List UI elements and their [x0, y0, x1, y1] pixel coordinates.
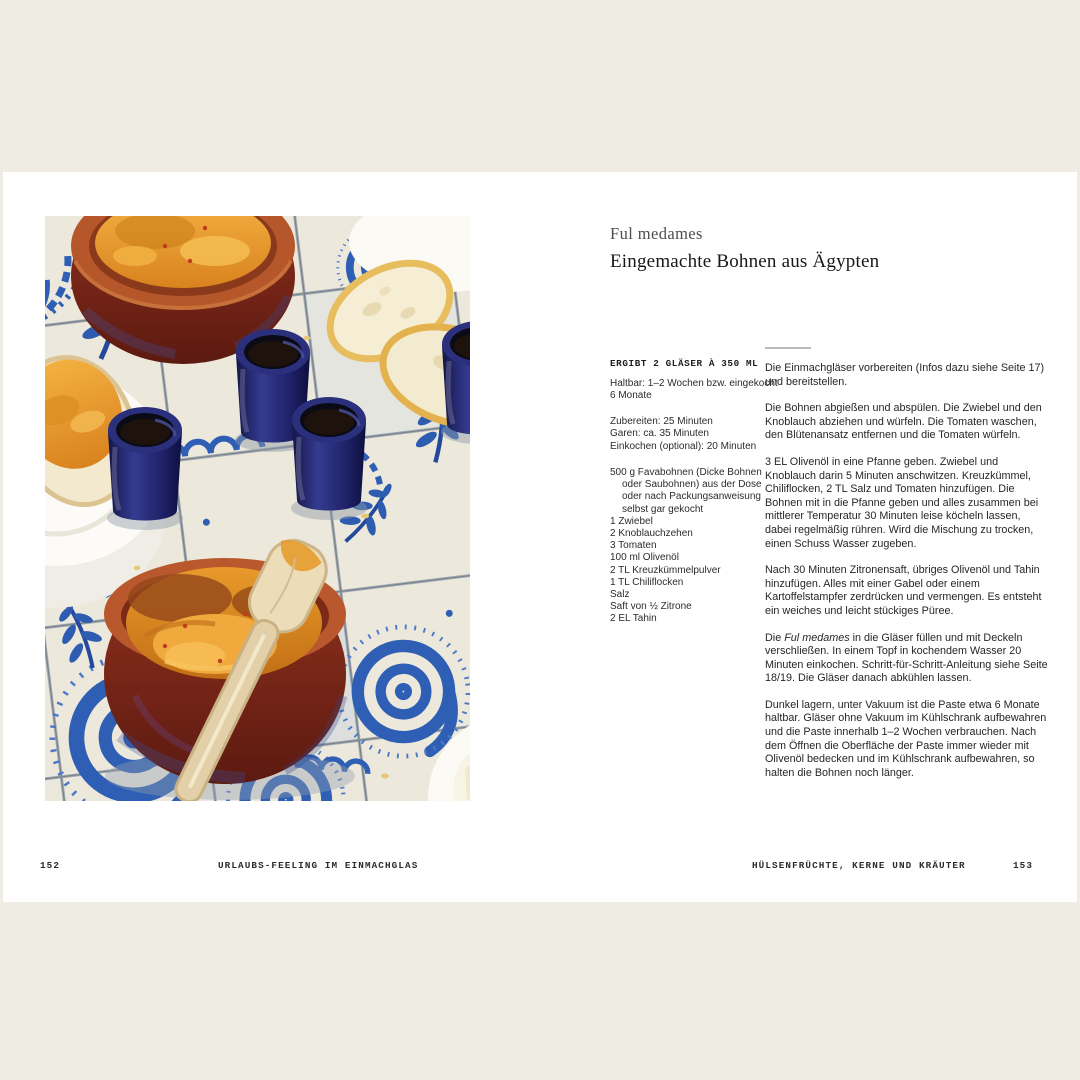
recipe-photo — [45, 216, 470, 801]
ingredient-list — [610, 467, 782, 626]
book-pages — [3, 172, 1077, 902]
right-running-head: HÜLSENFRÜCHTE, KERNE UND KRÄUTER — [752, 860, 966, 871]
recipe-meta-column — [610, 358, 782, 626]
ingredient-item: 1 Zwiebel — [610, 515, 653, 527]
espresso-cup — [291, 397, 367, 520]
canning-time: Einkochen (optional): 20 Minuten — [610, 440, 757, 452]
left-running-head: URLAUBS-FEELING IM EINMACHGLAS — [218, 860, 419, 871]
section-rule — [765, 347, 811, 349]
recipe-name-italic: Ful medames — [784, 631, 850, 644]
ingredient-item: 3 Tomaten — [610, 540, 657, 552]
espresso-cup — [107, 407, 183, 530]
left-page-number: 152 — [40, 860, 61, 871]
cook-time: Garen: ca. 35 Minuten — [610, 428, 709, 439]
instruction-step: Nach 30 Minuten Zitronensaft, übriges Olivenöl und Tahin hinzufügen. Alles mit einer Gabel oder einem Kartoffelstampfer zerdrücken und vermengen. Es entsteht ein weiches und leicht stückiges Püree. — [765, 564, 1042, 617]
ingredient-item: Saft von ½ Zitrone — [610, 601, 692, 613]
yield-line: ERGIBT 2 GLÄSER À 350 ML — [610, 358, 759, 369]
instructions-column — [765, 362, 1048, 793]
step-text: in die Gläser füllen und mit Deckeln verschließen. In einem Topf in kochendem Wasser 20 Minuten einkochen. Schritt-für-Schritt-Anleitung siehe Seite 18/19. Die Gläser danach abkühlen lassen. — [765, 631, 1048, 685]
recipe-kicker: Ful medames — [610, 224, 703, 243]
ingredient-item: 1 TL Chiliflocken — [610, 576, 684, 588]
instruction-step: Dunkel lagern, unter Vakuum ist die Paste etwa 6 Monate haltbar. Gläser ohne Vakuum im Kühlschrank aufbewahren und die Paste innerhalb 1–2 Wochen verbrauchen. Nach dem Öffnen die Oberfläche der Paste immer wieder mit Olivenöl bedecken und im Kühlschrank aufbewahren, so halten die Bohnen noch länger. — [765, 698, 1047, 779]
right-page-number: 153 — [1013, 860, 1034, 871]
ingredient-item: 2 EL Tahin — [610, 613, 657, 625]
ingredient-item: 2 TL Kreuzkümmelpulver — [610, 564, 721, 576]
ingredient-item: 2 Knoblauchzehen — [610, 528, 693, 540]
prep-time: Zubereiten: 25 Minuten — [610, 415, 713, 427]
shelf-life: Haltbar: 1–2 Wochen bzw. eingekocht 6 Monate — [610, 377, 778, 401]
ingredient-item: 500 g Favabohnen (Dicke Bohnen oder Saubohnen) aus der Dose oder nach Packungsanweisung selbst gar gekocht — [610, 467, 762, 515]
instruction-step: 3 EL Olivenöl in eine Pfanne geben. Zwiebel und Knoblauch darin 5 Minuten anschwitzen. Kreuzkümmel, Chiliflocken, 2 TL Salz und Tomaten hinzufügen. Die Bohnen mit in die Pfanne geben und alles zusammen bei mittlerer Temperatur 30 Minuten leise köcheln lassen, dabei regelmäßig rühren. Wird die Mischung zu trocken, einen Schuss Wasser zugeben. — [765, 455, 1039, 550]
ingredient-item: 100 ml Olivenöl — [610, 552, 679, 564]
instruction-step — [765, 632, 1048, 686]
instruction-step: Die Bohnen abgießen und abspülen. Die Zwiebel und den Knoblauch abziehen und würfeln. Die Tomaten waschen, den Blütenansatz entfernen und die Tomaten würfeln. — [765, 402, 1042, 442]
time-info — [610, 416, 782, 454]
instruction-step: Die Einmachgläser vorbereiten (Infos dazu siehe Seite 17) und bereitstellen. — [765, 362, 1045, 388]
recipe-title: Eingemachte Bohnen aus Ägypten — [610, 251, 880, 272]
step-text: Die — [765, 631, 785, 644]
ingredient-item: Salz — [610, 589, 630, 601]
